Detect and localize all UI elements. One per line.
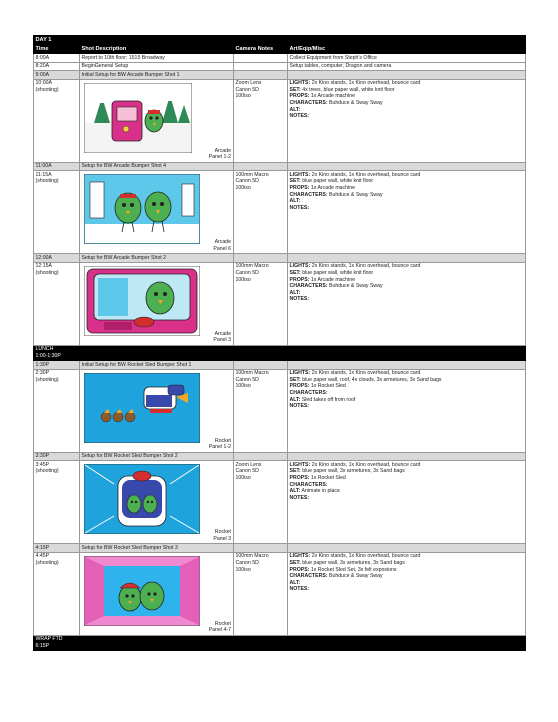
schedule-row (34, 54, 526, 63)
set-value: blue paper wall, 3x armetures, 3x Sand bags (302, 560, 405, 567)
props-label: PROPS: (289, 475, 310, 482)
setup-row (34, 452, 526, 461)
characters-line (290, 573, 524, 580)
storyboard-rocket-panel-1-2 (84, 373, 200, 443)
characters-label: CHARACTERS: (289, 573, 328, 580)
camera-cell (234, 71, 288, 80)
shot-row (34, 171, 526, 254)
props-label: PROPS: (289, 276, 310, 283)
panel-set: Arcade (214, 239, 231, 246)
camera-cell (234, 552, 288, 635)
camera-body: Canon 5D (235, 468, 259, 475)
status-text: (shooting) (35, 86, 59, 93)
lens: Zoom Lens (235, 461, 262, 468)
wrap-row (34, 635, 526, 650)
camera-body: Canon 5D (235, 270, 259, 277)
time-cell: 11:00A (34, 162, 80, 171)
panel-number: Panel 3 (213, 337, 231, 344)
props-line (290, 567, 524, 574)
panel-number: Panel 1-2 (208, 444, 231, 451)
shot-cell: Setup for BW Rocket Sled Bumper Shot 3 (80, 544, 234, 553)
storyboard-arcade-panel-1-2 (84, 83, 192, 153)
set-label: SET: (289, 86, 301, 93)
shot-cell: Initial Setup for BW Arcade Bumper Shot 1 (80, 71, 234, 80)
shot-row (34, 262, 526, 345)
set-value: blue paper wall, white knit floor (302, 178, 374, 185)
panel-number: Panel 3 (213, 535, 231, 542)
time-cell (34, 461, 80, 544)
notes-line (290, 113, 524, 120)
alt-label: ALT: (289, 396, 301, 403)
art-cell (288, 361, 526, 370)
camera-cell (234, 369, 288, 452)
set-value: blue paper wall, roof, 4x clouds, 3x armetures, 3x Sand bags (302, 376, 442, 383)
alt-line (290, 107, 524, 114)
lens: 100mm Macro (235, 370, 269, 377)
characters-line (290, 192, 524, 199)
lens: 100mm Macro (235, 171, 269, 178)
props-value: 1x Arcade machine (310, 276, 355, 283)
lights-line (290, 80, 524, 87)
status-text: (shooting) (35, 560, 59, 567)
camera-cell (234, 254, 288, 263)
camera-cell (234, 54, 288, 63)
lunch-cell (34, 345, 526, 360)
storyboard-cell (80, 262, 234, 345)
art-cell (288, 171, 526, 254)
iso: 100iso (235, 383, 251, 390)
props-line (290, 383, 524, 390)
props-label: PROPS: (289, 185, 310, 192)
art-cell: Setup tables, computer, Dragon and camera (288, 62, 526, 71)
header-art: Art/Eqip/Misc (288, 45, 526, 54)
shot-row (34, 369, 526, 452)
panel-label (209, 148, 231, 161)
art-cell (288, 162, 526, 171)
storyboard-rocket-panel-4-7 (84, 556, 200, 626)
schedule-sheet (33, 35, 525, 651)
panel-label (209, 438, 231, 451)
lights-value: 2x Kino stands, 1x Kino overhead, bounce card (311, 80, 421, 87)
camera-cell (234, 171, 288, 254)
time-value: 10:00A (35, 80, 52, 87)
shot-row (34, 552, 526, 635)
time-cell: 4:15P (34, 544, 80, 553)
lights-label: LIGHTS: (289, 171, 311, 178)
lights-label: LIGHTS: (289, 263, 311, 270)
time-cell (34, 369, 80, 452)
day-title: DAY 1 (34, 36, 526, 45)
storyboard-cell (80, 552, 234, 635)
set-line (290, 468, 524, 475)
panel-label (209, 621, 231, 634)
set-value: blue paper wall, 3x armetures, 3x Sand bags (302, 468, 405, 475)
time-cell (34, 79, 80, 162)
schedule-row (34, 62, 526, 71)
time-cell: 1:30P (34, 361, 80, 370)
iso: 100iso (235, 566, 251, 573)
storyboard-cell (80, 369, 234, 452)
alt-label: ALT: (289, 198, 301, 205)
time-cell: 8:00A (34, 54, 80, 63)
camera-cell (234, 162, 288, 171)
props-label: PROPS: (289, 383, 310, 390)
characters-label: CHARACTERS: (289, 191, 328, 198)
lens: Zoom Lens (235, 80, 262, 87)
time-cell: 3:30P (34, 452, 80, 461)
characters-line (290, 482, 524, 489)
characters-value: Buhduce & Sway Sway (329, 100, 383, 107)
time-cell: 12:00A (34, 254, 80, 263)
status-text: (shooting) (35, 376, 59, 383)
set-label: SET: (289, 468, 301, 475)
status-text: (shooting) (35, 178, 59, 185)
time-cell (34, 552, 80, 635)
lights-line (290, 553, 524, 560)
camera-body: Canon 5D (235, 376, 259, 383)
time-cell (34, 171, 80, 254)
characters-value: Buhduce & Sway Sway (329, 573, 383, 580)
lights-value: 2x Kino stands, 1x Kino overhead, bounce card (311, 553, 421, 560)
notes-line (290, 586, 524, 593)
lights-line (290, 370, 524, 377)
props-line (290, 93, 524, 100)
art-cell (288, 254, 526, 263)
lights-value: 2x Kino stands, 1x Kino overhead, bounce card (311, 263, 421, 270)
set-line (290, 270, 524, 277)
alt-line (290, 580, 524, 587)
iso: 100iso (235, 93, 251, 100)
camera-body: Canon 5D (235, 178, 259, 185)
notes-label: NOTES: (289, 403, 310, 410)
notes-label: NOTES: (289, 113, 310, 120)
header-row (34, 45, 526, 54)
art-cell (288, 544, 526, 553)
time-value: 3:45P (35, 461, 50, 468)
characters-line (290, 390, 524, 397)
setup-row (34, 254, 526, 263)
shot-cell: Initial Setup for BW Rocket Sled Bumper Shot 1 (80, 361, 234, 370)
schedule-table (33, 35, 526, 651)
shot-row (34, 79, 526, 162)
set-value: 4x trees, blue paper wall, white knit floor (302, 86, 395, 93)
props-value: 1x Arcade machine (310, 185, 355, 192)
storyboard-cell (80, 79, 234, 162)
set-label: SET: (289, 376, 301, 383)
lights-line (290, 462, 524, 469)
panel-label (213, 239, 231, 252)
iso: 100iso (235, 276, 251, 283)
characters-value: Buhduce & Sway Sway (329, 283, 383, 290)
wrap-label: WRAP FTD (35, 636, 63, 643)
setup-row (34, 544, 526, 553)
shot-cell: Setup for BW Arcade Bumper Shot 4 (80, 162, 234, 171)
camera-body: Canon 5D (235, 86, 259, 93)
characters-value: Buhduce & Sway Sway (329, 191, 383, 198)
camera-cell (234, 361, 288, 370)
art-cell (288, 262, 526, 345)
camera-cell (234, 262, 288, 345)
iso: 100iso (235, 475, 251, 482)
panel-set: Arcade (214, 147, 231, 154)
set-line (290, 377, 524, 384)
camera-cell (234, 79, 288, 162)
notes-line (290, 296, 524, 303)
props-value: 1x Arcade machine (310, 93, 355, 100)
set-line (290, 178, 524, 185)
set-line (290, 560, 524, 567)
lunch-row (34, 345, 526, 360)
time-cell: 8:20A (34, 62, 80, 71)
props-value: 1x Rocket Sled (310, 475, 346, 482)
props-value: 1x Rocket Sled Set, 3x felt exposions (310, 566, 397, 573)
camera-cell (234, 452, 288, 461)
wrap-time: 6:15P (35, 643, 50, 650)
props-line (290, 277, 524, 284)
setup-row (34, 162, 526, 171)
panel-number: Panel 1-2 (208, 154, 231, 161)
lens: 100mm Macro (235, 263, 269, 270)
art-cell (288, 452, 526, 461)
characters-line (290, 283, 524, 290)
lights-label: LIGHTS: (289, 80, 311, 87)
set-line (290, 87, 524, 94)
alt-value: Sled takes off from roof (301, 396, 356, 403)
shot-cell: Report to 10th floor; 1515 Broadway (80, 54, 234, 63)
panel-set: Rocket (214, 620, 231, 627)
alt-label: ALT: (289, 488, 301, 495)
lens: 100mm Macro (235, 553, 269, 560)
setup-row (34, 71, 526, 80)
props-value: 1x Rocket Sled (310, 383, 346, 390)
camera-cell (234, 544, 288, 553)
alt-line (290, 488, 524, 495)
panel-number: Panel 6 (213, 245, 231, 252)
characters-label: CHARACTERS: (289, 481, 328, 488)
lights-label: LIGHTS: (289, 370, 311, 377)
wrap-cell (34, 635, 526, 650)
art-cell (288, 79, 526, 162)
lights-line (290, 172, 524, 179)
art-cell (288, 461, 526, 544)
time-value: 4:45P (35, 553, 50, 560)
time-cell: 9:00A (34, 71, 80, 80)
panel-set: Arcade (214, 330, 231, 337)
characters-line (290, 100, 524, 107)
time-value: 12:15A (35, 263, 52, 270)
storyboard-cell (80, 171, 234, 254)
set-value: blue paper wall, white knit floor (302, 270, 374, 277)
shot-cell: Setup for BW Arcade Bumper Shot 2 (80, 254, 234, 263)
notes-label: NOTES: (289, 586, 310, 593)
alt-label: ALT: (289, 289, 301, 296)
lunch-label: LUNCH (35, 346, 54, 353)
characters-label: CHARACTERS: (289, 100, 328, 107)
notes-line (290, 205, 524, 212)
camera-cell (234, 461, 288, 544)
art-cell (288, 71, 526, 80)
notes-label: NOTES: (289, 494, 310, 501)
art-cell: Collect Equipment from Steph's Office (288, 54, 526, 63)
art-cell (288, 552, 526, 635)
storyboard-cell (80, 461, 234, 544)
alt-line (290, 198, 524, 205)
shot-row (34, 461, 526, 544)
alt-label: ALT: (289, 579, 301, 586)
time-value: 2:30P (35, 370, 50, 377)
header-shot: Shot Description (80, 45, 234, 54)
day-title-row (34, 36, 526, 45)
lights-value: 2x Kino stands, 1x Kino overhead, bounce card (311, 370, 421, 377)
storyboard-rocket-panel-3 (84, 464, 200, 534)
camera-body: Canon 5D (235, 560, 259, 567)
lights-label: LIGHTS: (289, 461, 311, 468)
props-line (290, 475, 524, 482)
panel-set: Rocket (214, 529, 231, 536)
notes-line (290, 403, 524, 410)
storyboard-arcade-panel-6 (84, 174, 200, 244)
time-cell (34, 262, 80, 345)
notes-label: NOTES: (289, 296, 310, 303)
alt-label: ALT: (289, 106, 301, 113)
alt-value: Animate in place (301, 488, 340, 495)
props-line (290, 185, 524, 192)
set-label: SET: (289, 178, 301, 185)
header-time: Time (34, 45, 80, 54)
shot-cell: Setup for BW Rocket Sled Bumper Shot 2 (80, 452, 234, 461)
lights-value: 2x Kino stands, 1x Kino overhead, bounce card (311, 171, 421, 178)
time-value: 11:15A (35, 171, 52, 178)
header-camera: Camera Notes (234, 45, 288, 54)
panel-number: Panel 4-7 (208, 627, 231, 634)
panel-set: Rocket (214, 437, 231, 444)
alt-line (290, 397, 524, 404)
lights-line (290, 263, 524, 270)
camera-cell (234, 62, 288, 71)
setup-row (34, 361, 526, 370)
storyboard-arcade-panel-3 (84, 266, 200, 336)
status-text: (shooting) (35, 270, 59, 277)
status-text: (shooting) (35, 468, 59, 475)
characters-label: CHARACTERS: (289, 283, 328, 290)
panel-label (213, 331, 231, 344)
lunch-time: 1:00-1:30P (35, 353, 61, 360)
props-label: PROPS: (289, 93, 310, 100)
lights-value: 2x Kino stands, 1x Kino overhead, bounce card (311, 461, 421, 468)
set-label: SET: (289, 270, 301, 277)
alt-line (290, 290, 524, 297)
panel-label (213, 529, 231, 542)
shot-cell: BeginGeneral Setup (80, 62, 234, 71)
notes-label: NOTES: (289, 204, 310, 211)
characters-label: CHARACTERS: (289, 390, 328, 397)
iso: 100iso (235, 185, 251, 192)
art-cell (288, 369, 526, 452)
props-label: PROPS: (289, 566, 310, 573)
notes-line (290, 495, 524, 502)
lights-label: LIGHTS: (289, 553, 311, 560)
set-label: SET: (289, 560, 301, 567)
